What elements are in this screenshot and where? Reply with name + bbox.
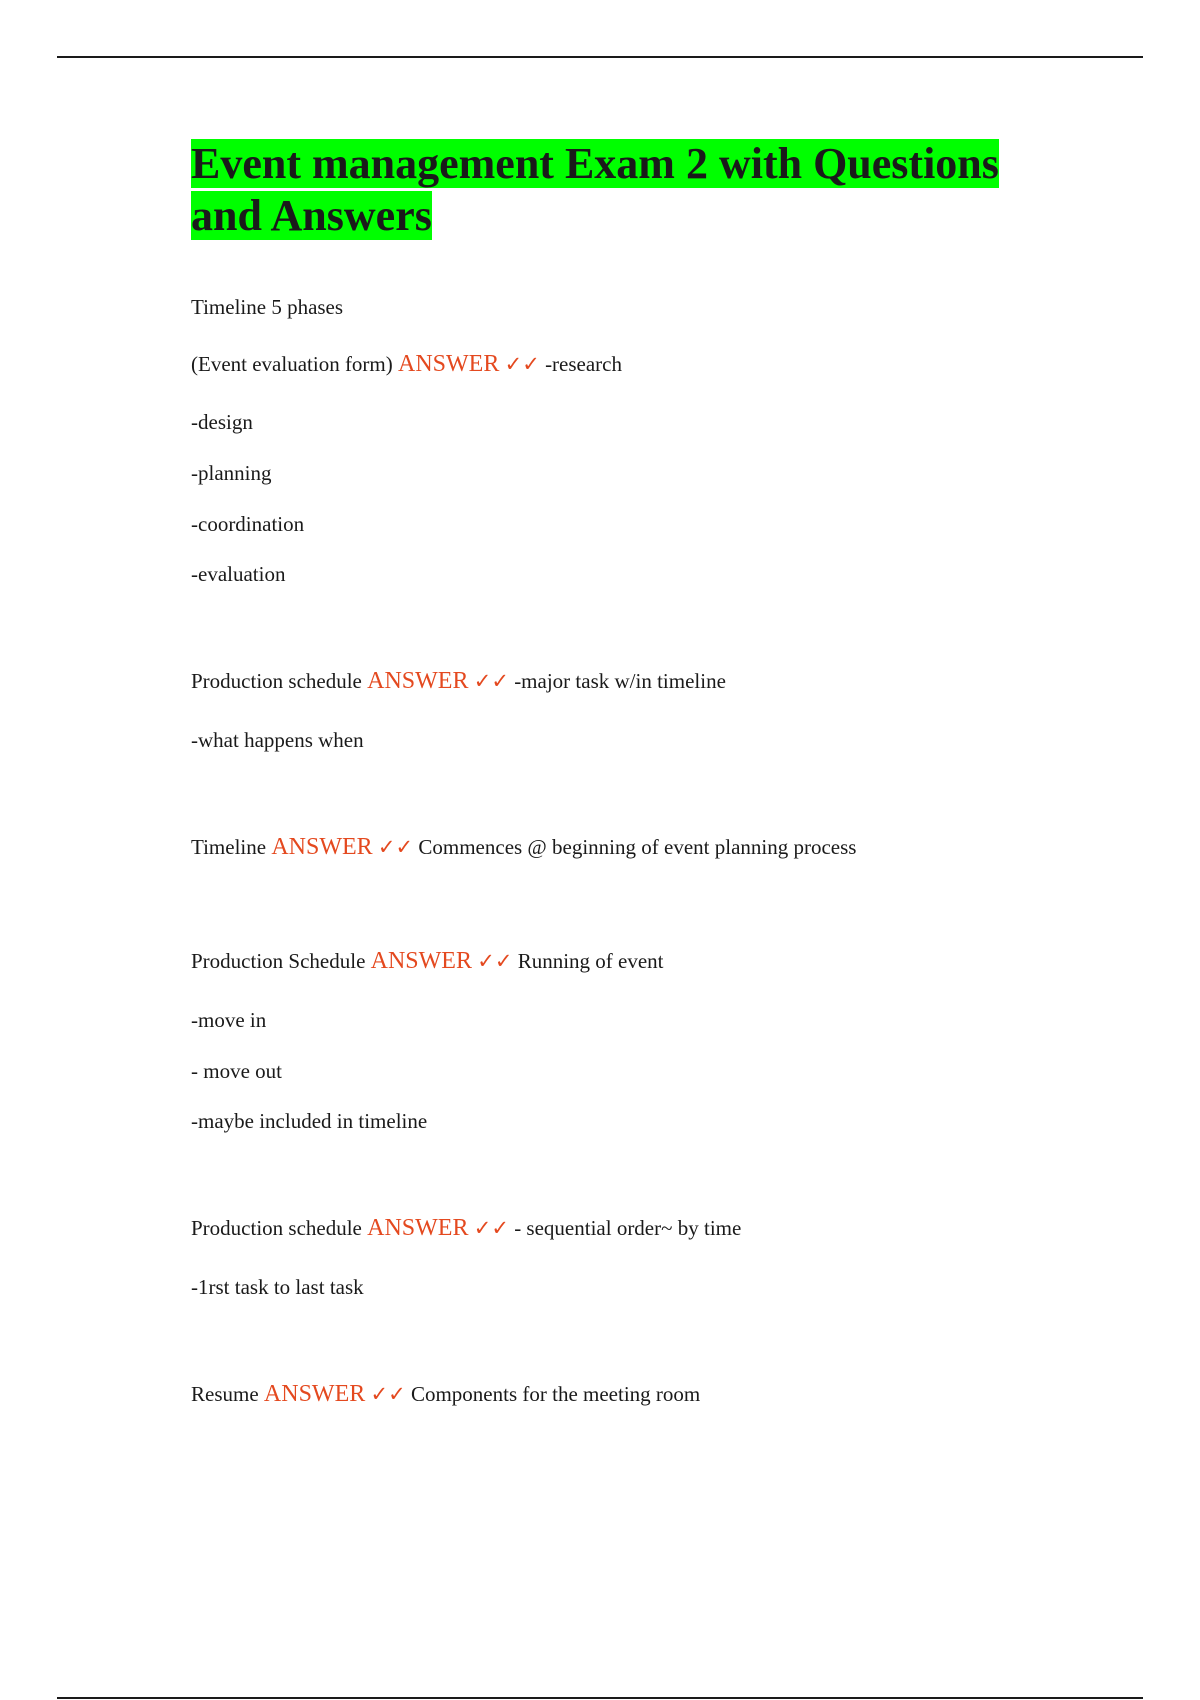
question-label: Resume	[191, 1382, 259, 1406]
answer-text: -research	[545, 352, 622, 376]
double-check-icon: ✓✓	[370, 1382, 406, 1406]
answer-label: ANSWER	[367, 668, 469, 694]
double-check-icon: ✓✓	[477, 949, 513, 973]
double-check-icon: ✓✓	[504, 352, 540, 376]
answer-label: ANSWER	[271, 834, 373, 860]
question-label: Production schedule	[191, 1216, 362, 1240]
answer-line	[191, 1058, 282, 1084]
answer-text: -1rst task to last task	[191, 1275, 364, 1299]
question-answer-line	[191, 351, 622, 377]
question-answer-line	[191, 668, 726, 694]
answer-label: ANSWER	[263, 1381, 366, 1407]
answer-text: Components for the meeting room	[410, 1382, 701, 1406]
answer-text: Commences @ beginning of event planning process	[418, 835, 857, 859]
question-label: Timeline 5 phases	[191, 295, 344, 319]
footer-rule	[57, 1697, 1143, 1699]
document-title-text: Event management Exam 2 with Questions and Answers	[191, 139, 999, 240]
question-answer-line	[191, 834, 856, 860]
document-title	[191, 138, 1071, 242]
answer-line	[191, 460, 271, 486]
answer-label: ANSWER	[398, 351, 500, 377]
header-rule	[57, 56, 1143, 58]
double-check-icon: ✓✓	[473, 669, 509, 693]
answer-text: -what happens when	[191, 728, 364, 752]
answer-text: -design	[191, 410, 253, 434]
answer-line	[191, 727, 364, 753]
double-check-icon: ✓✓	[377, 835, 414, 859]
double-check-icon: ✓✓	[473, 1216, 509, 1240]
answer-text: Running of event	[517, 949, 664, 973]
question-text	[191, 294, 343, 320]
answer-text: -move in	[191, 1008, 267, 1032]
answer-text: -planning	[191, 461, 272, 485]
answer-line	[191, 1108, 427, 1134]
answer-text: -major task w/in timeline	[514, 669, 726, 693]
answer-text: -evaluation	[191, 562, 286, 586]
question-answer-line	[191, 948, 664, 974]
answer-line	[191, 409, 253, 435]
answer-text: -coordination	[191, 512, 305, 536]
title-block	[191, 138, 1071, 242]
answer-line	[191, 1007, 266, 1033]
question-answer-line	[191, 1215, 741, 1241]
answer-line	[191, 1274, 364, 1300]
answer-line	[191, 511, 304, 537]
question-label: Production Schedule	[191, 949, 366, 973]
answer-line	[191, 561, 285, 587]
question-label: (Event evaluation form)	[191, 352, 393, 376]
answer-text: -maybe included in timeline	[191, 1109, 428, 1133]
question-label: Timeline	[191, 835, 267, 859]
question-answer-line	[191, 1381, 700, 1407]
answer-text: - sequential order~ by time	[514, 1216, 742, 1240]
question-label: Production schedule	[191, 669, 362, 693]
answer-text: - move out	[191, 1059, 282, 1083]
answer-label: ANSWER	[367, 1215, 469, 1241]
answer-label: ANSWER	[370, 948, 472, 974]
